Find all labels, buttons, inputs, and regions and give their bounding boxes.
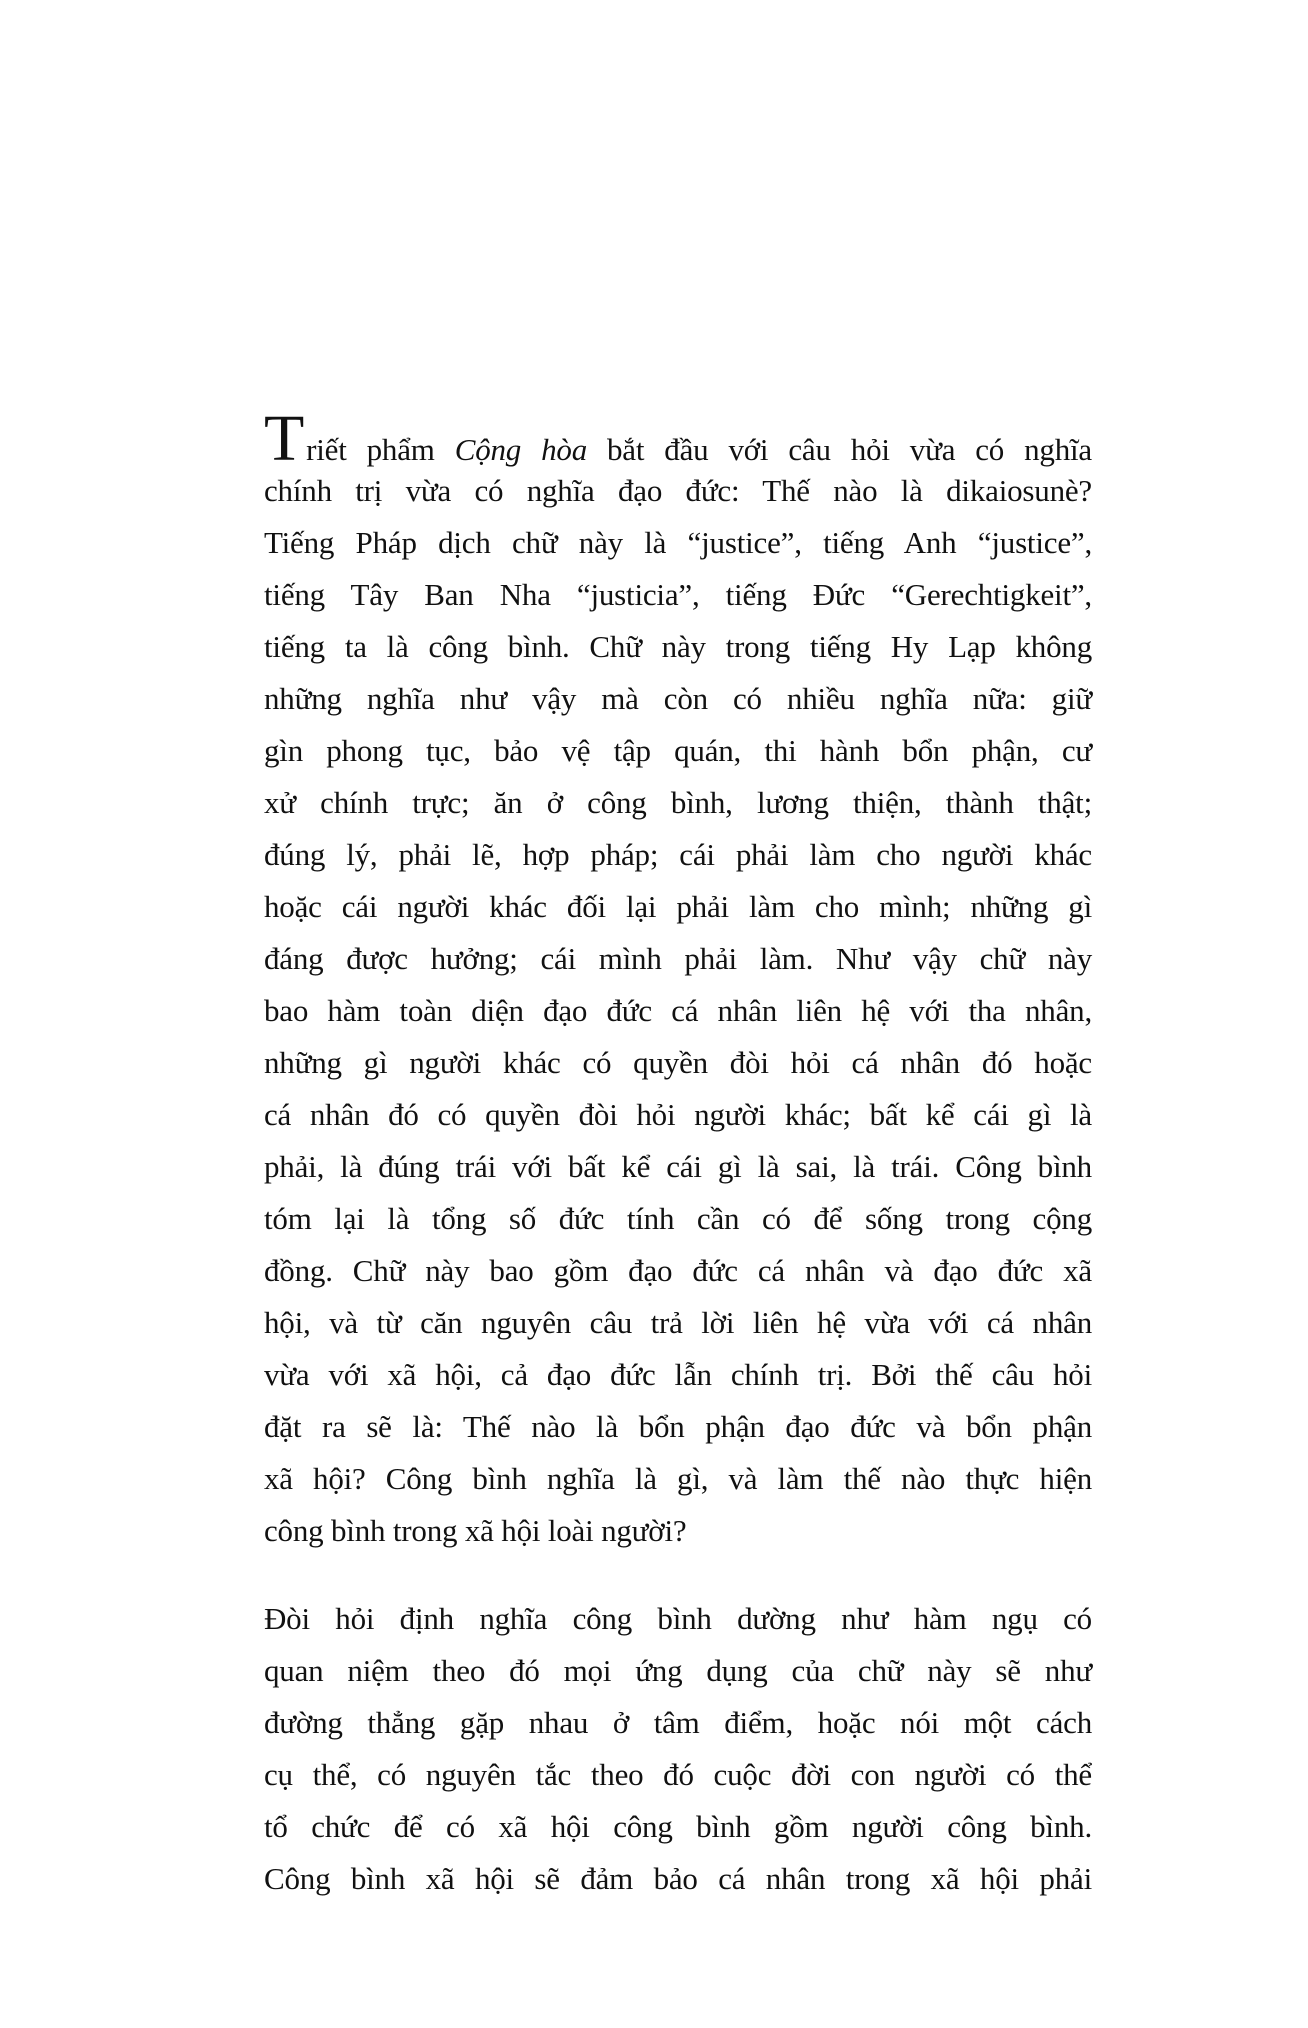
text-line: những nghĩa như vậy mà còn có nhiều nghĩa nữa: giữ (264, 681, 1092, 716)
text-line: chính trị vừa có nghĩa đạo đức: Thế nào là dikaiosunè? (264, 473, 1092, 508)
text-run: bắt đầu với câu hỏi vừa có nghĩa (587, 432, 1092, 467)
text-line: phải, là đúng trái với bất kể cái gì là sai, là trái. Công bình (264, 1149, 1092, 1184)
text-line: Công bình xã hội sẽ đảm bảo cá nhân trong xã hội phải (264, 1861, 1092, 1896)
text-line: quan niệm theo đó mọi ứng dụng của chữ này sẽ như (264, 1653, 1092, 1688)
text-line: hội, và từ căn nguyên câu trả lời liên hệ vừa với cá nhân (264, 1305, 1092, 1340)
book-title-italic: Cộng hòa (454, 432, 587, 467)
text-line: tóm lại là tổng số đức tính cần có để sống trong cộng (264, 1201, 1092, 1236)
text-line: xã hội? Công bình nghĩa là gì, và làm thế nào thực hiện (264, 1461, 1092, 1496)
paragraph-1-line-1 (264, 402, 1092, 475)
text-line: gìn phong tục, bảo vệ tập quán, thi hành bổn phận, cư (264, 733, 1092, 768)
drop-cap: T (264, 402, 305, 475)
text-line: bao hàm toàn diện đạo đức cá nhân liên hệ với tha nhân, (264, 993, 1092, 1028)
text-line: tiếng Tây Ban Nha “justicia”, tiếng Đức “Gerechtigkeit”, (264, 577, 1092, 612)
text-line: những gì người khác có quyền đòi hỏi cá nhân đó hoặc (264, 1045, 1092, 1080)
text-line: cá nhân đó có quyền đòi hỏi người khác; bất kể cái gì là (264, 1097, 1092, 1132)
text-line: đặt ra sẽ là: Thế nào là bổn phận đạo đức và bổn phận (264, 1409, 1092, 1444)
text-line: hoặc cái người khác đối lại phải làm cho mình; những gì (264, 889, 1092, 924)
text-line: công bình trong xã hội loài người? (264, 1513, 687, 1548)
text-line: đường thẳng gặp nhau ở tâm điểm, hoặc nói một cách (264, 1705, 1092, 1740)
text-run: riết phẩm (306, 432, 455, 467)
text-line: tổ chức để có xã hội công bình gồm người công bình. (264, 1809, 1092, 1844)
text-line: xử chính trực; ăn ở công bình, lương thiện, thành thật; (264, 785, 1092, 820)
text-line: Đòi hỏi định nghĩa công bình dường như hàm ngụ có (264, 1601, 1092, 1636)
text-line: vừa với xã hội, cả đạo đức lẫn chính trị. Bởi thế câu hỏi (264, 1357, 1092, 1392)
text-line: đáng được hưởng; cái mình phải làm. Như vậy chữ này (264, 941, 1092, 976)
text-line: cụ thể, có nguyên tắc theo đó cuộc đời con người có thể (264, 1757, 1092, 1792)
text-line: Tiếng Pháp dịch chữ này là “justice”, tiếng Anh “justice”, (264, 525, 1092, 560)
text-line: tiếng ta là công bình. Chữ này trong tiếng Hy Lạp không (264, 629, 1092, 664)
text-line: đồng. Chữ này bao gồm đạo đức cá nhân và đạo đức xã (264, 1253, 1092, 1288)
text-line: đúng lý, phải lẽ, hợp pháp; cái phải làm cho người khác (264, 837, 1092, 872)
